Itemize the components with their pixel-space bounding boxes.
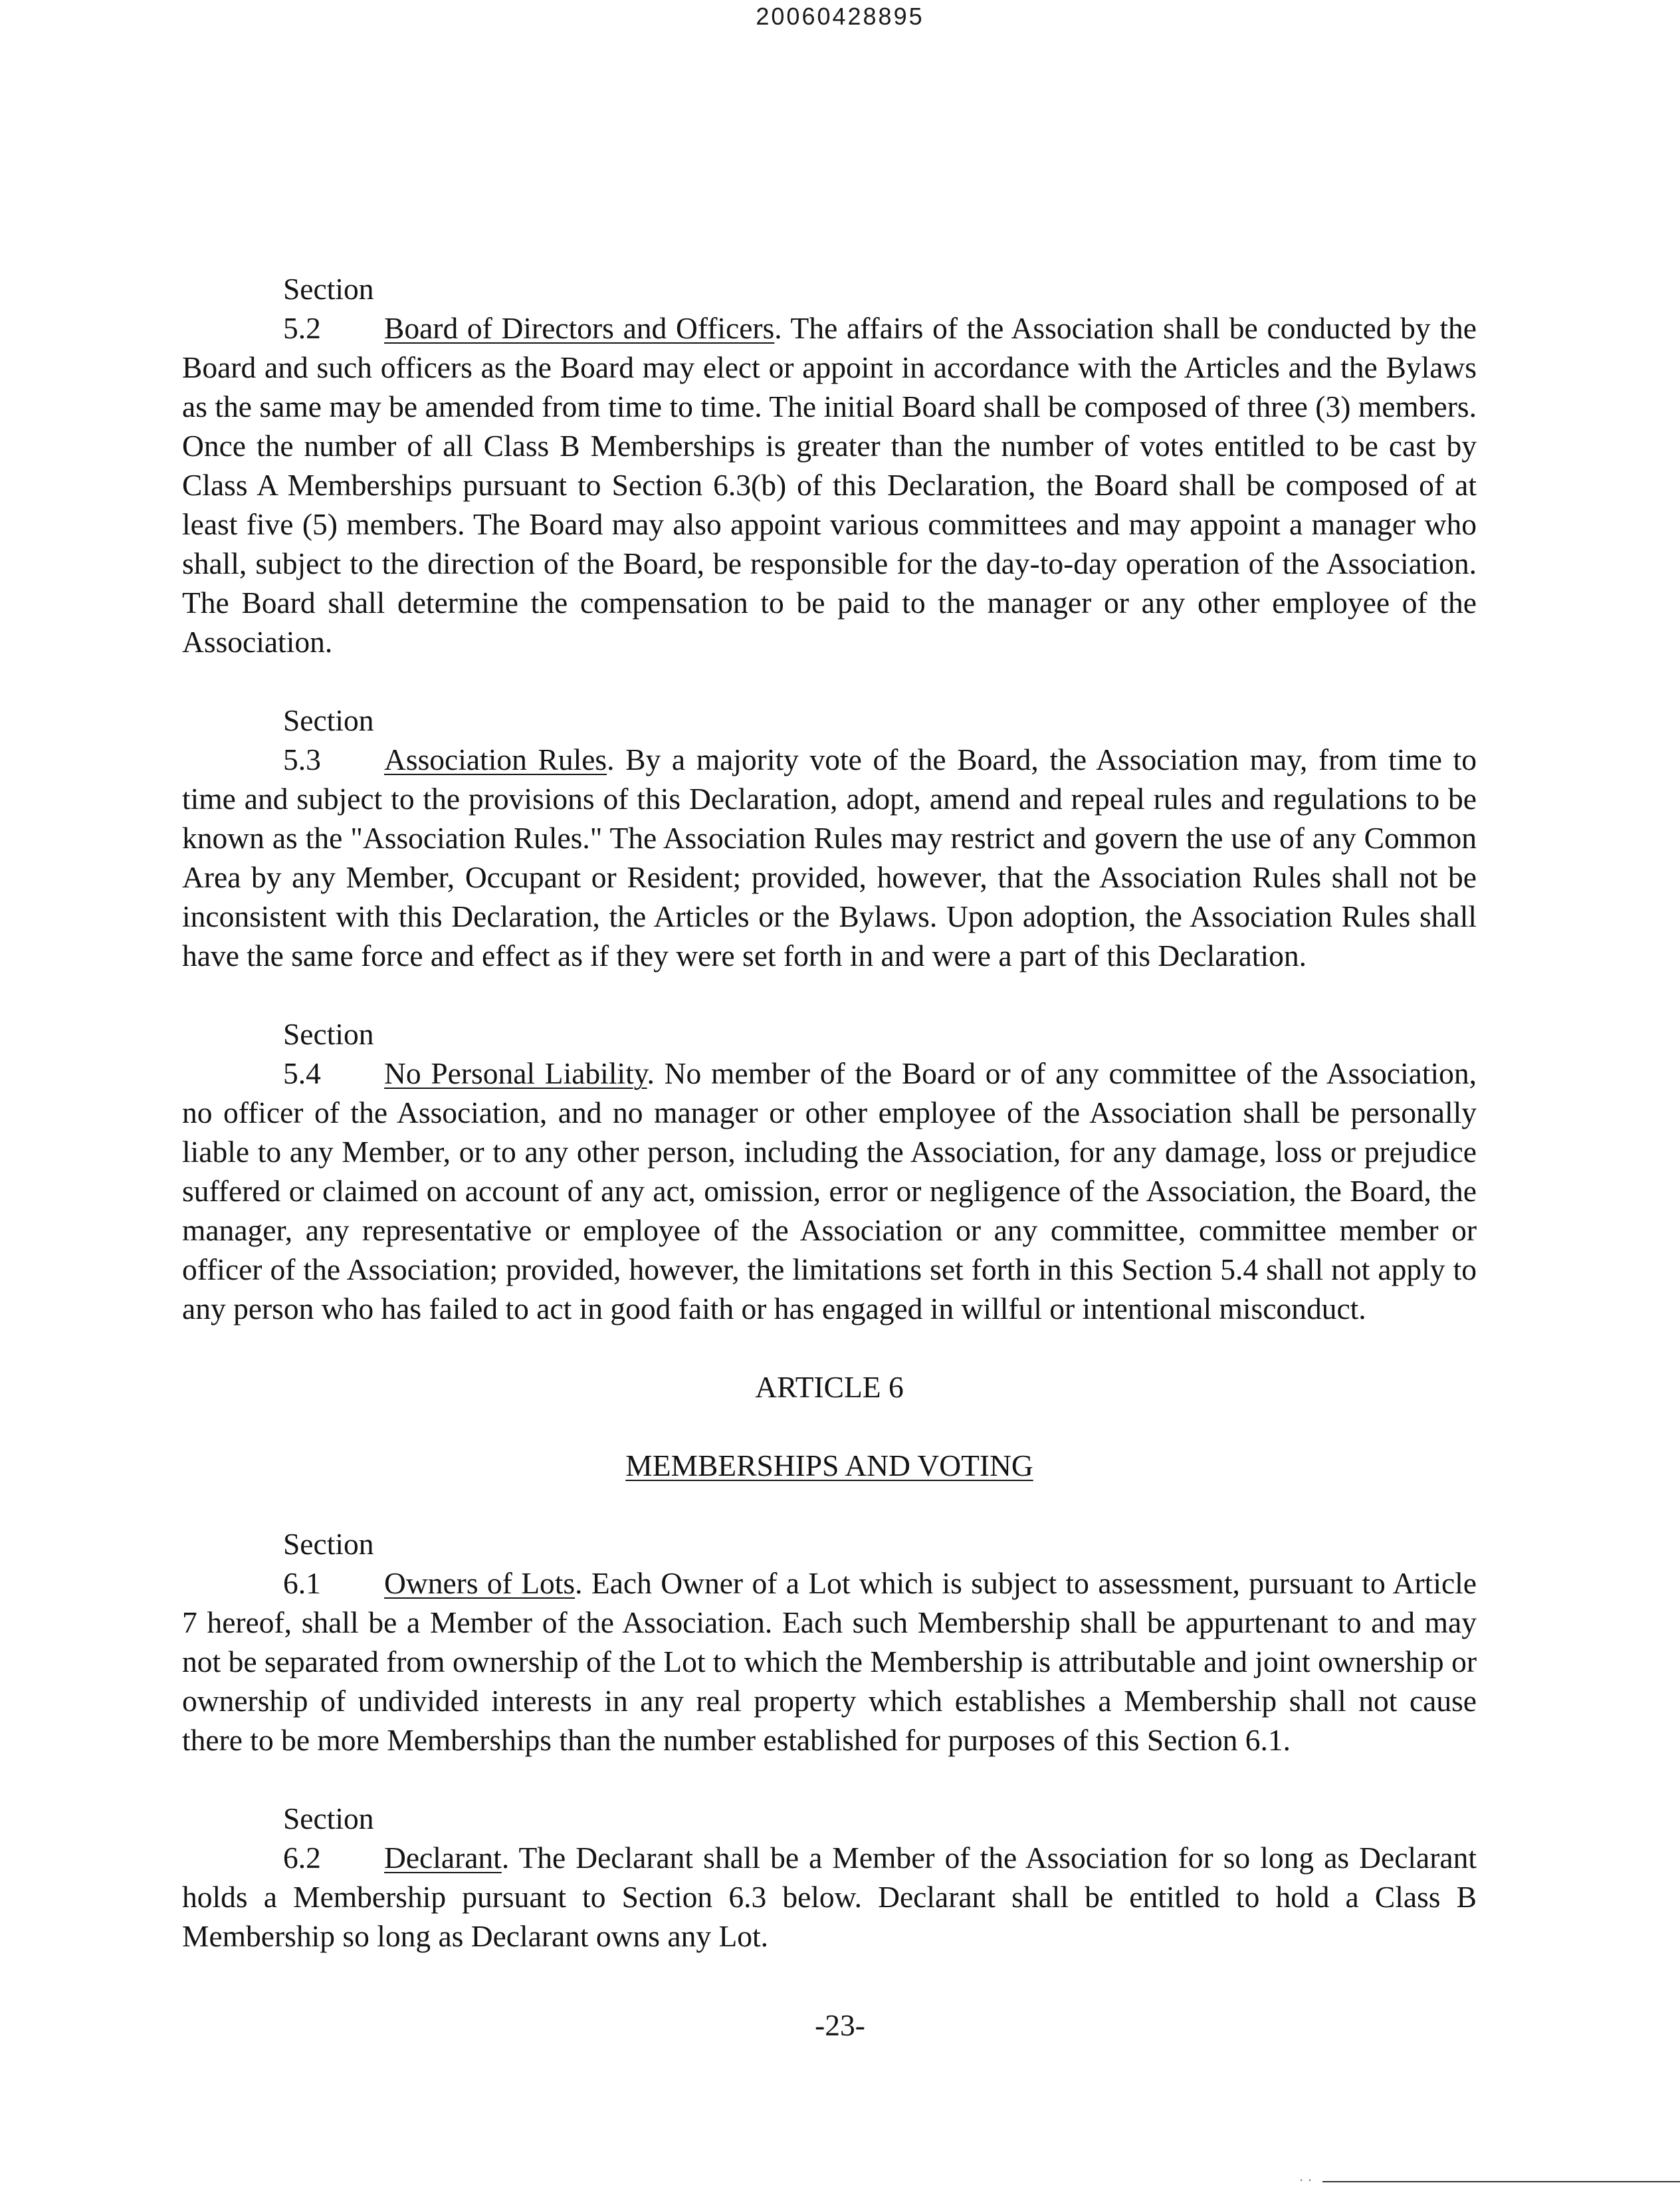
section-body: . The affairs of the Association shall be conducted by the Board and such officers as the Board may elect or appoint in accordance with the Articles and the Bylaws as the same may be amended from time to time. The initial Board shall be composed of three (3) members. Once the number of all Class B Memberships is greater than the number of votes entitled to be cast by Class A Memberships pursuant to Section 6.3(b) of this Declaration, the Board shall be composed of at least five (5) members. The Board may also appoint various committees and may appoint a manager who shall, subject to the direction of the Board, be responsible for the day-to-day operation of the Association. The Board shall determine the compensation to be paid to the manager or any other employee of the Association. <box>182 311 1477 659</box>
article-heading: ARTICLE 6 <box>755 1370 904 1404</box>
section-body: . The Declarant shall be a Member of the Association for so long as Declarant holds a Membership pursuant to Section 6.3 below. Declarant shall be entitled to hold a Class B Membership so long as Declarant owns any Lot. <box>182 1841 1477 1953</box>
section-5-2 <box>182 269 1477 661</box>
section-title: Association Rules <box>384 743 607 776</box>
article-title-text: MEMBERSHIPS AND VOTING <box>625 1448 1033 1482</box>
footer-rule <box>1322 2181 1680 2182</box>
section-number: Section 5.2 <box>283 272 374 345</box>
section-title: No Personal Liability <box>384 1056 647 1090</box>
document-body <box>182 269 1477 1956</box>
section-body: . Each Owner of a Lot which is subject to assessment, pursuant to Article 7 hereof, shall be a Member of the Association. Each such Membership shall be appurtenant to and may not be separated from ownership of the Lot to which the Membership is attributable and joint ownership or ownership of undivided interests in any real property which establishes a Membership shall not cause there to be more Memberships than the number established for purposes of this Section 6.1. <box>182 1566 1477 1757</box>
section-number: Section 6.2 <box>283 1801 374 1875</box>
section-title: Owners of Lots <box>384 1566 576 1600</box>
section-number: Section 5.3 <box>283 703 374 776</box>
article-title <box>182 1446 1477 1485</box>
section-title: Declarant <box>384 1841 502 1875</box>
section-number: Section 5.4 <box>283 1017 374 1090</box>
section-number: Section 6.1 <box>283 1527 374 1600</box>
section-title: Board of Directors and Officers <box>384 311 775 345</box>
section-6-2 <box>182 1799 1477 1956</box>
section-5-4 <box>182 1014 1477 1328</box>
section-body: . No member of the Board or of any committee of the Association, no officer of the Association, and no manager or other employee of the Association shall be personally liable to any Member, or to any other person, including the Association, for any damage, loss or prejudice suffered or claimed on account of any act, omission, error or negligence of the Association, the Board, the manager, any representative or employee of the Association or any committee, committee member or officer of the Association; provided, however, the limitations set forth in this Section 5.4 shall not apply to any person who has failed to act in good faith or has engaged in willful or intentional misconduct. <box>182 1056 1477 1326</box>
footer-dots: . . <box>1299 2168 1312 2184</box>
page-number: -23- <box>815 2008 865 2042</box>
document-number: 20060428895 <box>756 3 924 30</box>
section-5-3 <box>182 701 1477 975</box>
section-body: . By a majority vote of the Board, the Association may, from time to time and subject to the provisions of this Declaration, adopt, amend and repeal rules and regulations to be known as the "Association Rules." The Association Rules may restrict and govern the use of any Common Area by any Member, Occupant or Resident; provided, however, that the Association Rules shall not be inconsistent with this Declaration, the Articles or the Bylaws. Upon adoption, the Association Rules shall have the same force and effect as if they were set forth in and were a part of this Declaration. <box>182 743 1477 973</box>
section-6-1 <box>182 1524 1477 1760</box>
